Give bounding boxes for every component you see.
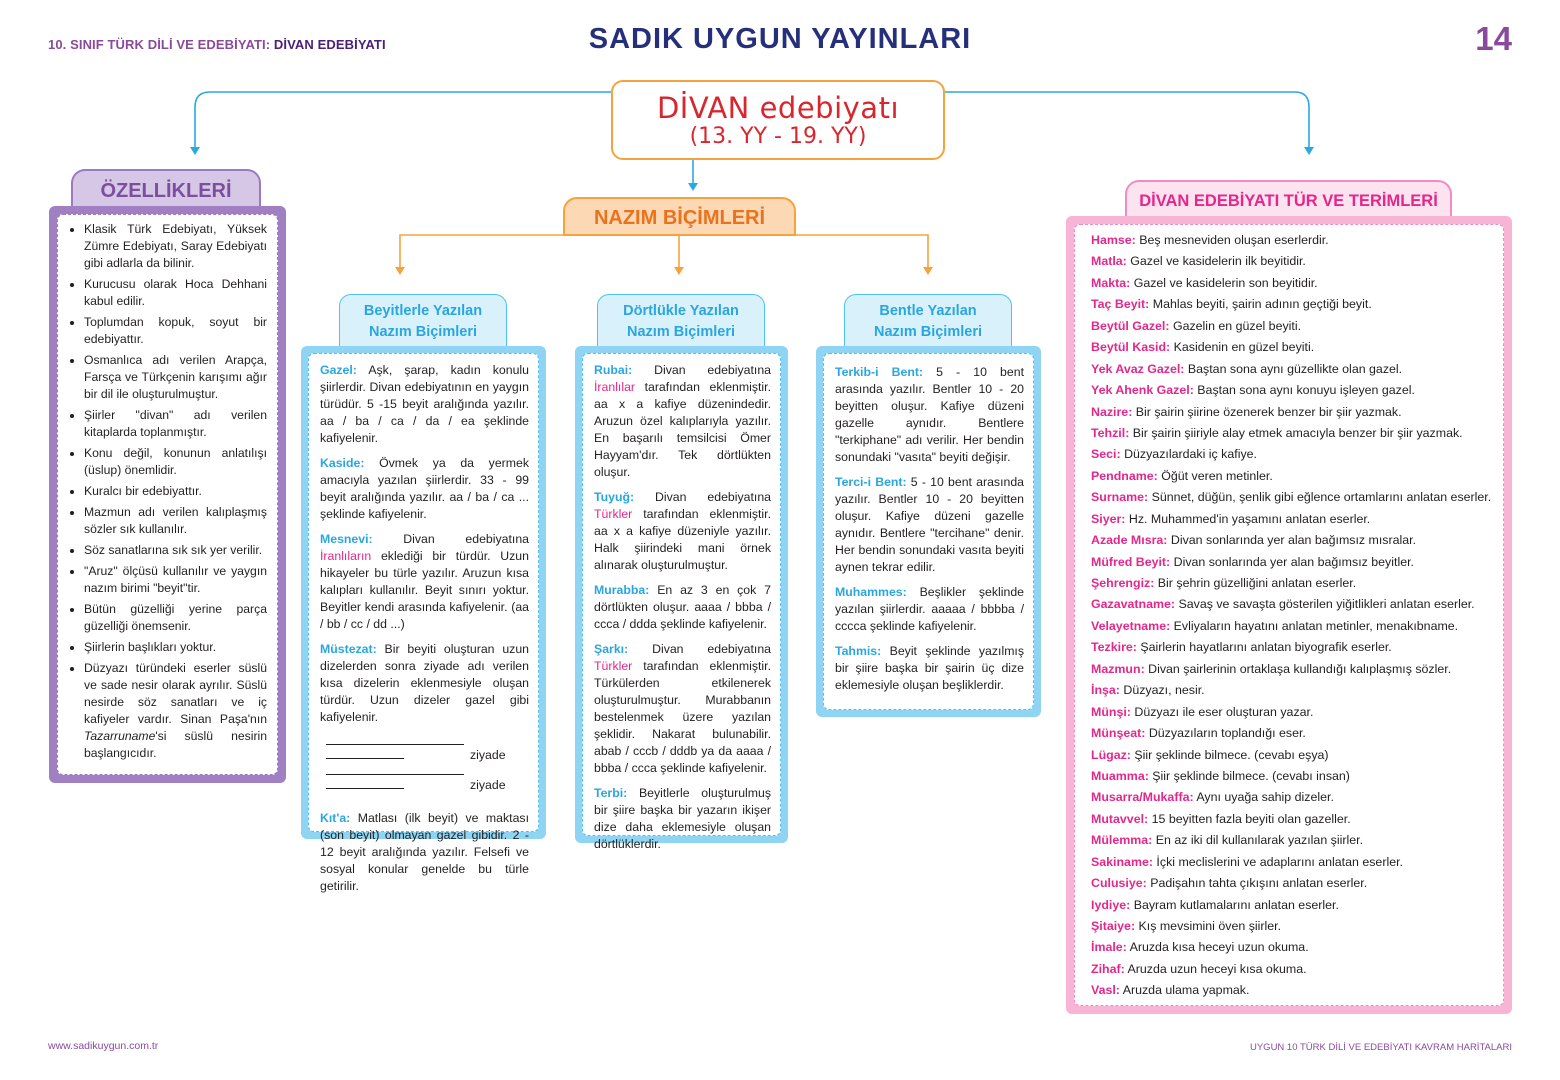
- list-item: • Konu değil, konunun anlatılışı (üslup) önemlidir.: [84, 445, 267, 479]
- list-item: Nazire: Bir şairin şiirine özenerek benzer bir şiir yazmak.: [1091, 404, 1402, 419]
- list-item: Vasl: Aruzda ulama yapmak.: [1091, 983, 1250, 998]
- list-item: Velayetname: Evliyaların hayatını anlatan metinler, menakıbname.: [1091, 618, 1459, 633]
- publisher-title: SADIK UYGUN YAYINLARI: [588, 23, 972, 55]
- beyit-tab: Beyitlerle Yazılan Nazım Biçimleri: [339, 294, 507, 346]
- list-item: Mazmun: Divan şairlerinin ortaklaşa kullandığı kalıplaşmış sözler.: [1091, 661, 1452, 676]
- muhammes-entry: Muhammes: Beşlikler şeklinde yazılan şiirlerdir. aaaaa / bbbba / cccca şeklinde kafiyelenir.: [835, 585, 1024, 633]
- list-item: Lügaz: Şiir şeklinde bilmece. (cevabı eşya): [1091, 747, 1329, 762]
- list-item: • Kuralcı bir edebiyattır.: [84, 483, 267, 500]
- list-item: Iydiye: Bayram kutlamalarını anlatan eserler.: [1091, 897, 1339, 912]
- list-item: • Şiirler "divan" adı verilen kitaplarda toplanmıştır.: [84, 407, 267, 441]
- list-item: Sakiname: İçki meclislerini ve adaplarını anlatan eserler.: [1091, 854, 1403, 869]
- list-item: Pendname: Öğüt veren metinler.: [1091, 468, 1273, 483]
- beyit-panel: [301, 346, 546, 893]
- list-item: Makta: Gazel ve kasidelerin son beyitidir.: [1091, 275, 1318, 290]
- list-item: Tezkire: Şairlerin hayatlarını anlatan biyografik eserler.: [1091, 640, 1392, 655]
- subject-label: 10. SINIF TÜRK DİLİ VE EDEBİYATI: DİVAN EDEBİYATI: [48, 37, 386, 52]
- terci-entry: Terci-i Bent: 5 - 10 bent arasında yazılır. Bentler 10 - 20 beyitten oluşur. Kafiye düzeni gazelle aynıdır. Bentlere "tercihane" denir. Her bendin sonundaki vasıta beyiti aynen tekrar edilir.: [835, 475, 1024, 574]
- list-item: • "Aruz" ölçüsü kullanılır ve yaygın nazım birimi "beyit"tir.: [84, 563, 267, 597]
- list-item: Şitaiye: Kış mevsimini öven şiirler.: [1091, 919, 1282, 933]
- list-item: Münşi: Düzyazı ile eser oluşturan yazar.: [1091, 704, 1314, 719]
- list-item: Taç Beyit: Mahlas beyiti, şairin adının geçtiği beyit.: [1091, 297, 1372, 312]
- bent-tab: Bentle Yazılan Nazım Biçimleri: [844, 294, 1012, 346]
- terms-panel: [1066, 216, 1512, 1014]
- list-item: Surname: Sünnet, düğün, şenlik gibi eğlence ortamlarını anlatan eserler.: [1091, 490, 1492, 505]
- list-item: • Kurucusu olarak Hoca Dehhani kabul edilir.: [84, 276, 267, 310]
- list-item: • Şiirlerin başlıkları yoktur.: [84, 639, 267, 656]
- website-link[interactable]: www.sadikuygun.com.tr: [48, 1040, 159, 1052]
- list-item: İnşa: Düzyazı, nesir.: [1091, 683, 1205, 698]
- list-item: Yek Ahenk Gazel: Baştan sona aynı konuyu işleyen gazel.: [1091, 383, 1415, 398]
- list-item: Seci: Düzyazılardaki iç kafiye.: [1091, 447, 1257, 462]
- features-panel: [49, 206, 286, 783]
- list-item: Şehrengiz: Bir şehrin güzelliğini anlatan eserler.: [1091, 576, 1357, 590]
- mesnevi-entry: Mesnevi: Divan edebiyatına İranlıların eklediği bir türdür. Uzun hikayeler bu türle yazılır. Aruzun kısa kalıpları kullanılır. Beyit sınırı yoktur. Beyitler kendi arasında kafiyelenir. (aa / bb / cc / dd ...): [320, 532, 529, 631]
- list-item: Musarra/Mukaffa: Aynı uyağa sahip dizeler.: [1091, 790, 1334, 805]
- terbi-entry: Terbi: Beyitlerle oluşturulmuş bir şiire başka bir yazarın ikişer dize daha eklemesiyle oluşan dörtlüklerdir.: [594, 786, 771, 851]
- list-item: Zihaf: Aruzda uzun heceyi kısa okuma.: [1091, 961, 1307, 976]
- list-item: Muamma: Şiir şeklinde bilmece. (cevabı insan): [1091, 768, 1350, 783]
- list-item: • Düzyazı türündeki eserler süslü ve sade nesir olarak ayrılır. Süslü nesirde söz sanatları ve iç kafiyeler vardır. Sinan Paşa'nın Tazarruname'si süslü nesirin başlangıcıdır.: [84, 660, 267, 762]
- list-item: • Bütün güzelliği yerine parça güzelliği önemsenir.: [84, 601, 267, 635]
- list-item: Beytül Kasid: Kasidenin en güzel beyiti.: [1091, 340, 1315, 355]
- list-item: • Osmanlıca adı verilen Arapça, Farsça ve Türkçenin karışımı ağır bir dil ile oluşturulmuştur.: [84, 352, 267, 403]
- list-item: Tehzil: Bir şairin şiiriyle alay etmek amacıyla benzer bir şiir yazmak.: [1091, 425, 1463, 440]
- mustezat-entry: Müstezat: Bir beyiti oluşturan uzun dizelerden sonra ziyade adı verilen kısa dizelerin eklenmesiyle oluşan türdür. Uzun dizeler gazel gibi kafiyelenir.: [320, 642, 529, 724]
- tuyug-entry: Tuyuğ: Divan edebiyatına Türkler tarafından eklenmiştir. aa x a kafiye düzeniyle yazılır. Halk şiirindeki mani örnek alınarak oluşturulmuştur.: [594, 490, 771, 572]
- main-topic-box: [611, 80, 945, 160]
- list-item: • Mazmun adı verilen kalıplaşmış sözler sık kullanılır.: [84, 504, 267, 538]
- list-item: Siyer: Hz. Muhammed'in yaşamını anlatan eserler.: [1091, 511, 1371, 526]
- gazel-entry: Gazel: Aşk, şarap, kadın konulu şiirlerdir. Divan edebiyatının en yaygın türüdür. 5 -15 beyit aralığında yazılır. aa / ba / ca / da / ea şeklinde kafiyelenir.: [320, 363, 529, 445]
- list-item: • Klasik Türk Edebiyatı, Yüksek Zümre Edebiyatı, Saray Edebiyatı gibi adlarla da bilinir.: [84, 221, 267, 272]
- mustezat-diagram: ziyade ziyade: [320, 734, 529, 792]
- list-item: Azade Mısra: Divan sonlarında yer alan bağımsız mısralar.: [1091, 533, 1417, 548]
- list-item: Gazavatname: Savaş ve savaşta gösterilen yiğitlikleri anlatan eserler.: [1091, 597, 1475, 612]
- rubai-entry: Rubai: Divan edebiyatına İranlılar tarafından eklenmiştir. aa x a kafiye düzenindedir. Aruzun özel kalıplarıyla yazılır. En başarılı temsilcisi Ömer Hayyam'dır. Tek dörtlükten oluşur.: [594, 363, 771, 479]
- nazim-title: NAZIM BİÇİMLERİ: [563, 197, 796, 236]
- dortluk-panel: [575, 346, 788, 851]
- main-period: (13. YY - 19. YY): [689, 124, 867, 149]
- list-item: Culusiye: Padişahın tahta çıkışını anlatan eserler.: [1091, 876, 1368, 891]
- list-item: • Söz sanatlarına sık sık yer verilir.: [84, 542, 267, 559]
- series-label: UYGUN 10 TÜRK DİLİ VE EDEBİYATI KAVRAM HARİTALARI: [1249, 1042, 1512, 1053]
- list-item: Münşeat: Düzyazıların toplandığı eser.: [1091, 726, 1306, 741]
- bent-panel: [816, 346, 1041, 717]
- terkib-entry: Terkib-i Bent: 5 - 10 bent arasında yazılır. Bentler 10 - 20 beyitten oluşur. Kafiye düzeni gazelle aynıdır. Bentlere "terkiphane" adı verilir. Her bendin sonundaki "vasıta" beyiti değişir.: [835, 365, 1024, 464]
- kaside-entry: Kaside: Övmek ya da yermek amacıyla yazılan şiirlerdir. 33 - 99 beyit aralığında yazılır. aa / ba / ca ... şeklinde kafiyelenir.: [320, 456, 529, 521]
- murabba-entry: Murabba: En az 3 en çok 7 dörtlükten oluşur. aaaa / bbba / ccca / ddda şeklinde kafiyelenir.: [594, 583, 771, 631]
- list-item: Müfred Beyit: Divan sonlarında yer alan bağımsız beyitler.: [1091, 554, 1414, 569]
- page-number: 14: [1475, 20, 1512, 57]
- features-list: [58, 215, 277, 762]
- tahmis-entry: Tahmis: Beyit şeklinde yazılmış bir şiire başka bir şairin üç dize eklemesiyle oluşan beşliklerdir.: [835, 644, 1024, 692]
- list-item: Yek Avaz Gazel: Baştan sona aynı güzellikte olan gazel.: [1091, 361, 1403, 376]
- list-item: Mülemma: En az iki dil kullanılarak yazılan şiirler.: [1091, 833, 1364, 848]
- sarki-entry: Şarkı: Divan edebiyatına Türkler tarafından eklenmiştir. Türkülerden etkilenerek oluşturulmuştur. Murabbanın bestelenmek üzere yazılan şeklidir. Nakarat bulunabilir. abab / cccb / dddb ya da aaaa / bbba / ccca şeklinde kafiyelenir.: [594, 642, 771, 775]
- features-title: ÖZELLİKLERİ: [71, 169, 261, 209]
- list-item: İmale: Aruzda kısa heceyi uzun okuma.: [1091, 940, 1309, 955]
- list-item: Mutavvel: 15 beyitten fazla beyiti olan gazeller.: [1091, 811, 1351, 826]
- kita-entry: Kıt'a: Matlası (ilk beyit) ve maktası (son beyit) olmayan gazel gibidir. 2 - 12 beyit aralığında yazılır. Felsefi ve sosyal konular genelde bu türle getirilir.: [320, 811, 529, 893]
- list-item: Matla: Gazel ve kasidelerin ilk beyitidir.: [1091, 254, 1306, 269]
- list-item: • Toplumdan kopuk, soyut bir edebiyattır.: [84, 314, 267, 348]
- list-item: Hamse: Beş mesneviden oluşan eserlerdir.: [1091, 233, 1329, 247]
- main-title: DİVAN edebiyatı: [656, 91, 900, 125]
- list-item: Beytül Gazel: Gazelin en güzel beyiti.: [1091, 318, 1302, 333]
- terms-title: DİVAN EDEBİYATI TÜR VE TERİMLERİ: [1125, 180, 1452, 220]
- dortluk-tab: Dörtlükle Yazılan Nazım Biçimleri: [597, 294, 765, 346]
